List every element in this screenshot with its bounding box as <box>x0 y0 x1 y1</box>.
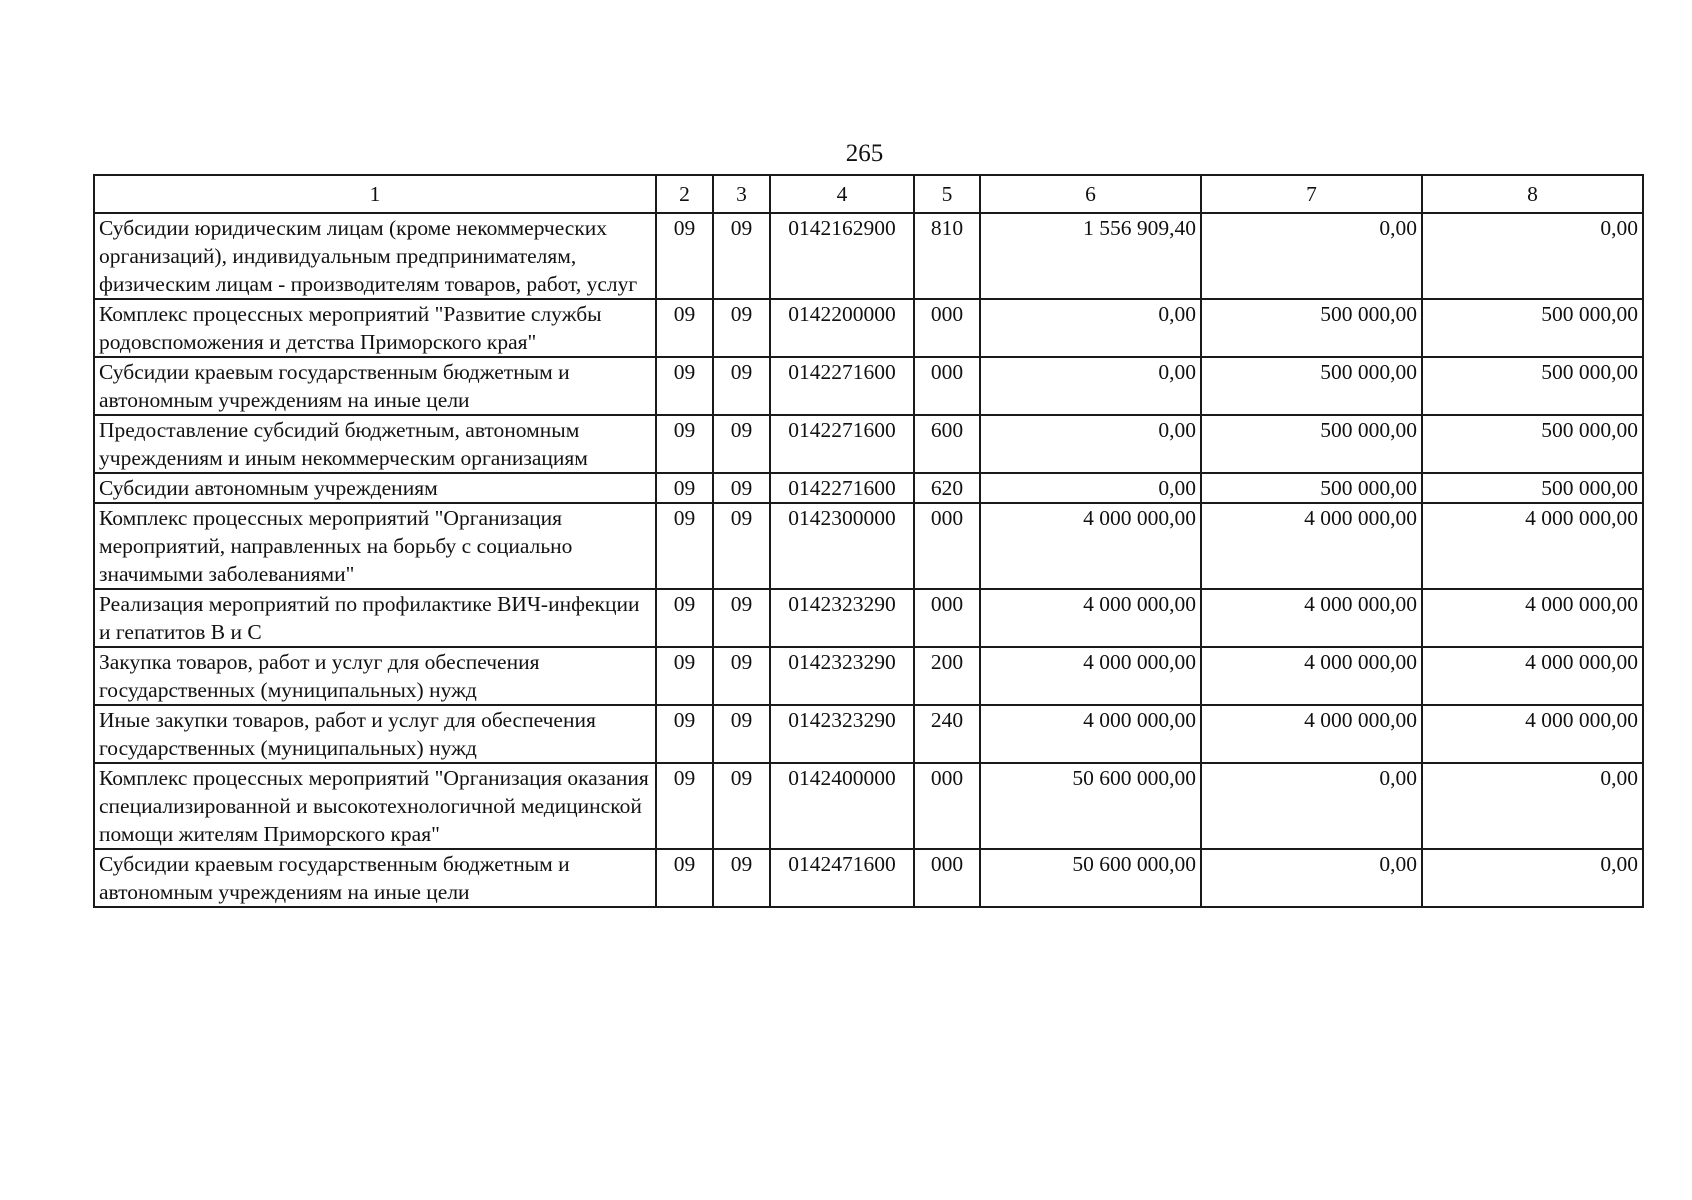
amount-cell-6: 50 600 000,00 <box>980 849 1201 907</box>
target-item-cell: 0142271600 <box>770 415 914 473</box>
amount-cell-7: 500 000,00 <box>1201 357 1422 415</box>
section-code-cell: 09 <box>656 647 713 705</box>
section-code-cell: 09 <box>656 213 713 299</box>
expense-type-cell: 600 <box>914 415 980 473</box>
section-code-cell: 09 <box>656 705 713 763</box>
column-header: 8 <box>1422 175 1643 213</box>
amount-cell-7: 4 000 000,00 <box>1201 589 1422 647</box>
subsection-code-cell: 09 <box>713 213 770 299</box>
amount-cell-7: 500 000,00 <box>1201 299 1422 357</box>
column-header: 7 <box>1201 175 1422 213</box>
row-name-cell: Субсидии юридическим лицам (кроме некоммерческих организаций), индивидуальным предпринимателям, физическим лицам - производителям товаров, работ, услуг <box>94 213 656 299</box>
subsection-code-cell: 09 <box>713 589 770 647</box>
section-code-cell: 09 <box>656 357 713 415</box>
amount-cell-8: 500 000,00 <box>1422 357 1643 415</box>
amount-cell-6: 50 600 000,00 <box>980 763 1201 849</box>
row-name-cell: Закупка товаров, работ и услуг для обеспечения государственных (муниципальных) нужд <box>94 647 656 705</box>
subsection-code-cell: 09 <box>713 299 770 357</box>
section-code-cell: 09 <box>656 503 713 589</box>
column-header: 2 <box>656 175 713 213</box>
subsection-code-cell: 09 <box>713 647 770 705</box>
table-row <box>94 763 1643 849</box>
amount-cell-8: 4 000 000,00 <box>1422 503 1643 589</box>
table-row <box>94 473 1643 503</box>
section-code-cell: 09 <box>656 589 713 647</box>
subsection-code-cell: 09 <box>713 849 770 907</box>
table-row <box>94 503 1643 589</box>
section-code-cell: 09 <box>656 473 713 503</box>
amount-cell-8: 0,00 <box>1422 849 1643 907</box>
amount-cell-7: 0,00 <box>1201 849 1422 907</box>
expense-type-cell: 200 <box>914 647 980 705</box>
amount-cell-6: 0,00 <box>980 415 1201 473</box>
subsection-code-cell: 09 <box>713 357 770 415</box>
subsection-code-cell: 09 <box>713 705 770 763</box>
expense-type-cell: 000 <box>914 357 980 415</box>
row-name-cell: Реализация мероприятий по профилактике ВИЧ-инфекции и гепатитов В и С <box>94 589 656 647</box>
row-name-cell: Субсидии краевым государственным бюджетным и автономным учреждениям на иные цели <box>94 849 656 907</box>
amount-cell-6: 4 000 000,00 <box>980 589 1201 647</box>
table-row <box>94 299 1643 357</box>
amount-cell-6: 0,00 <box>980 357 1201 415</box>
expense-type-cell: 000 <box>914 299 980 357</box>
section-code-cell: 09 <box>656 415 713 473</box>
amount-cell-7: 500 000,00 <box>1201 473 1422 503</box>
row-name-cell: Комплекс процессных мероприятий "Организация мероприятий, направленных на борьбу с социально значимыми заболеваниями" <box>94 503 656 589</box>
expense-type-cell: 620 <box>914 473 980 503</box>
target-item-cell: 0142200000 <box>770 299 914 357</box>
amount-cell-8: 4 000 000,00 <box>1422 647 1643 705</box>
amount-cell-7: 4 000 000,00 <box>1201 705 1422 763</box>
amount-cell-7: 4 000 000,00 <box>1201 503 1422 589</box>
expense-type-cell: 810 <box>914 213 980 299</box>
subsection-code-cell: 09 <box>713 473 770 503</box>
target-item-cell: 0142323290 <box>770 705 914 763</box>
amount-cell-8: 4 000 000,00 <box>1422 589 1643 647</box>
amount-cell-8: 0,00 <box>1422 213 1643 299</box>
amount-cell-6: 0,00 <box>980 473 1201 503</box>
target-item-cell: 0142271600 <box>770 473 914 503</box>
row-name-cell: Комплекс процессных мероприятий "Организация оказания специализированной и высокотехнологичной медицинской помощи жителям Приморского края" <box>94 763 656 849</box>
target-item-cell: 0142162900 <box>770 213 914 299</box>
column-header: 6 <box>980 175 1201 213</box>
amount-cell-8: 500 000,00 <box>1422 415 1643 473</box>
target-item-cell: 0142323290 <box>770 589 914 647</box>
section-code-cell: 09 <box>656 299 713 357</box>
target-item-cell: 0142400000 <box>770 763 914 849</box>
expense-type-cell: 000 <box>914 849 980 907</box>
column-header: 4 <box>770 175 914 213</box>
table-row <box>94 589 1643 647</box>
amount-cell-6: 4 000 000,00 <box>980 503 1201 589</box>
amount-cell-6: 0,00 <box>980 299 1201 357</box>
section-code-cell: 09 <box>656 763 713 849</box>
column-header: 3 <box>713 175 770 213</box>
amount-cell-8: 4 000 000,00 <box>1422 705 1643 763</box>
target-item-cell: 0142323290 <box>770 647 914 705</box>
table-row <box>94 415 1643 473</box>
amount-cell-7: 0,00 <box>1201 213 1422 299</box>
target-item-cell: 0142300000 <box>770 503 914 589</box>
table-body <box>94 213 1643 907</box>
target-item-cell: 0142271600 <box>770 357 914 415</box>
amount-cell-8: 500 000,00 <box>1422 299 1643 357</box>
subsection-code-cell: 09 <box>713 415 770 473</box>
amount-cell-7: 500 000,00 <box>1201 415 1422 473</box>
budget-table <box>93 174 1644 908</box>
table-row <box>94 647 1643 705</box>
expense-type-cell: 000 <box>914 589 980 647</box>
expense-type-cell: 000 <box>914 763 980 849</box>
amount-cell-7: 0,00 <box>1201 763 1422 849</box>
table-row <box>94 357 1643 415</box>
table-header <box>94 175 1643 213</box>
amount-cell-6: 1 556 909,40 <box>980 213 1201 299</box>
amount-cell-6: 4 000 000,00 <box>980 705 1201 763</box>
column-header: 5 <box>914 175 980 213</box>
expense-type-cell: 240 <box>914 705 980 763</box>
table-row <box>94 213 1643 299</box>
subsection-code-cell: 09 <box>713 763 770 849</box>
row-name-cell: Комплекс процессных мероприятий "Развитие службы родовспоможения и детства Приморского края" <box>94 299 656 357</box>
section-code-cell: 09 <box>656 849 713 907</box>
row-name-cell: Предоставление субсидий бюджетным, автономным учреждениям и иным некоммерческим организациям <box>94 415 656 473</box>
table-row <box>94 849 1643 907</box>
column-header: 1 <box>94 175 656 213</box>
amount-cell-8: 0,00 <box>1422 763 1643 849</box>
table-row <box>94 705 1643 763</box>
row-name-cell: Субсидии краевым государственным бюджетным и автономным учреждениям на иные цели <box>94 357 656 415</box>
subsection-code-cell: 09 <box>713 503 770 589</box>
page-number: 265 <box>845 140 884 167</box>
expense-type-cell: 000 <box>914 503 980 589</box>
amount-cell-7: 4 000 000,00 <box>1201 647 1422 705</box>
row-name-cell: Субсидии автономным учреждениям <box>94 473 656 503</box>
amount-cell-8: 500 000,00 <box>1422 473 1643 503</box>
target-item-cell: 0142471600 <box>770 849 914 907</box>
amount-cell-6: 4 000 000,00 <box>980 647 1201 705</box>
row-name-cell: Иные закупки товаров, работ и услуг для обеспечения государственных (муниципальных) нужд <box>94 705 656 763</box>
